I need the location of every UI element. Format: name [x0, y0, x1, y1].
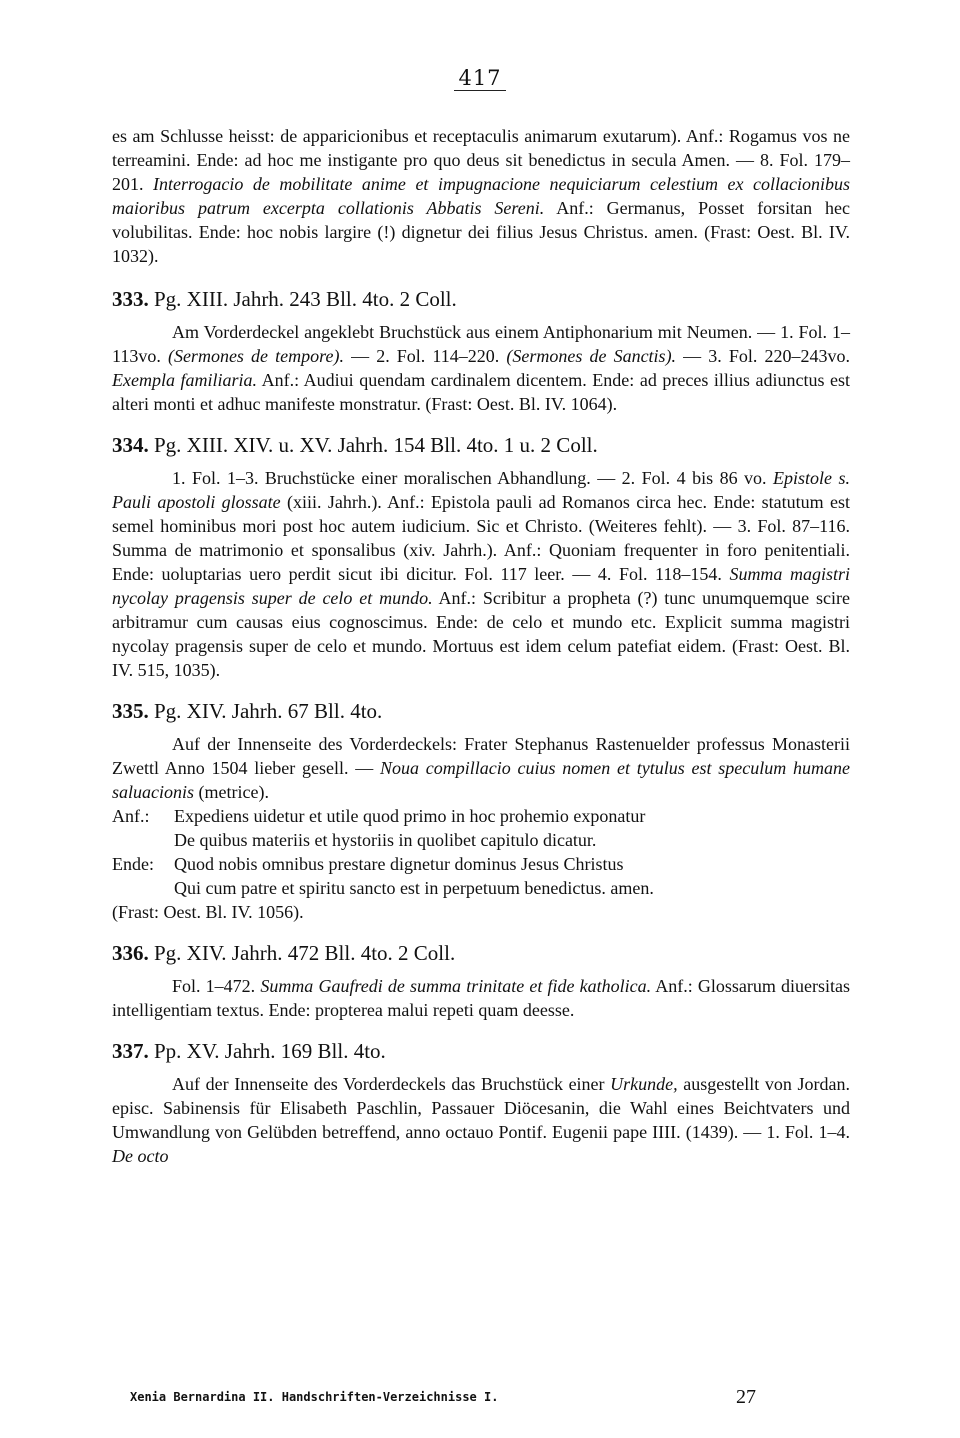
entry-335-heading	[112, 698, 850, 724]
italic-run: De octo	[112, 1146, 169, 1166]
entry-description: Pg. XIII. Jahrh. 243 Bll. 4to. 2 Coll.	[148, 287, 457, 311]
entry-334-heading	[112, 432, 850, 458]
page-body	[112, 124, 850, 1184]
italic-run: Exempla familiaria.	[112, 370, 258, 390]
entry-description: Pg. XIII. XIV. u. XV. Jahrh. 154 Bll. 4to. 1 u. 2 Coll.	[148, 433, 598, 457]
entry-333-text	[112, 320, 850, 416]
entry-description: Pp. XV. Jahrh. 169 Bll. 4to.	[148, 1039, 386, 1063]
text-run: ausgestellt von Jordan. episc. Sabinensis für Elisabeth Paschlin, Passauer Diöcesanin, die Wahl eines Beichtvaters und Umwandlung von Gelübden betreffend, anno octauo Pontif. Eugenii pape IIII. (1439). — 1. Fol. 1–4.	[112, 1074, 850, 1142]
footer-signature: 27	[736, 1386, 756, 1408]
intro-italic-title: Interrogacio de mobilitate anime et impugnacione nequiciarum celestium ex collacionibus maioribus patrum excerpta collationis Abbatis Sereni.	[112, 174, 850, 218]
anf-verse-line-2	[112, 828, 850, 852]
italic-run: Summa magistri nycolay pragensis super de celo et mundo.	[112, 564, 851, 608]
entry-336	[112, 940, 850, 1022]
entry-335	[112, 698, 850, 924]
italic-run: Epistole s. Pauli apostoli glossate	[112, 468, 850, 512]
entry-334	[112, 432, 850, 682]
entry-337-text	[112, 1072, 850, 1168]
text-run: — 3. Fol. 220–243vo.	[676, 346, 851, 366]
text-run: Anf.: Audiui quendam cardinalem dicentem. Ende: ad preces illius adiunctus est alteri monti et adhuc manifeste monstratur. (Frast: Oest. Bl. IV. 1064).	[112, 370, 851, 414]
text-run: (xiii. Jahrh.). Anf.: Epistola pauli ad Romanos circa hec. Ende: statutum est semel hominibus mori post hoc autem iudicium. Sic et Christo. (Weiteres fehlt). — 3. Fol. 87–116. Summa de matrimonio et sponsalibus (xiv. Jahrh.). Anf.: Quoniam frequenter in foro penitentiali. Ende: uoluptarias uero perdit sicut ibi dicitur. Fol. 117 leer. — 4. Fol. 118–154.	[112, 492, 850, 584]
entry-description: Pg. XIV. Jahrh. 67 Bll. 4to.	[148, 699, 383, 723]
text-run: Auf der Innenseite des Vorderdeckels das Bruchstück einer	[172, 1074, 611, 1094]
entry-number: 334.	[112, 433, 149, 457]
footer-series-title: Xenia Bernardina II. Handschriften-Verzeichnisse I.	[130, 1390, 499, 1404]
entry-description: Pg. XIV. Jahrh. 472 Bll. 4to. 2 Coll.	[148, 941, 456, 965]
entry-number: 336.	[112, 941, 149, 965]
ende-verse-line-1	[112, 852, 850, 876]
frast-reference	[112, 900, 850, 924]
verse-text: Qui cum patre et spiritu sancto est in perpetuum benedictus. amen.	[174, 878, 654, 898]
verse-text: Expediens uidetur et utile quod primo in hoc prohemio exponatur	[174, 806, 646, 826]
entry-337-heading	[112, 1038, 850, 1064]
entry-number: 337.	[112, 1039, 149, 1063]
text-run: — 2. Fol. 114–220.	[343, 346, 507, 366]
intro-text: es am Schlusse heisst: de apparicionibus et receptaculis animarum exutarum). Anf.: Rogamus vos ne terreamini. Ende: ad hoc me instigante pro quo deus sit benedictus in secula Amen. — 8. Fol. 179–201.	[112, 126, 850, 194]
entry-number: 333.	[112, 287, 149, 311]
entry-number: 335.	[112, 699, 149, 723]
anf-verse-line-1	[112, 804, 850, 828]
entry-336-heading	[112, 940, 850, 966]
text-run: Anf.: Scribitur a propheta (?) tunc unumquemque scire arbitramur cum causas eius cognoscimus. Ende: de celo et mundo etc. Explicit summa magistri nycolay pragensis super de celo et mundo. Mortuus est idem celum patefiat eidem. (Frast: Oest. Bl. IV. 515, 1035).	[112, 588, 850, 680]
ende-label: Ende:	[112, 854, 154, 874]
text-run: Fol. 1–472.	[172, 976, 261, 996]
italic-run: (Sermones de tempore).	[167, 346, 344, 366]
italic-run: Noua compillacio cuius nomen et tytulus est speculum humane saluacionis	[112, 758, 850, 802]
italic-run: Summa Gaufredi de summa trinitate et fide katholica.	[260, 976, 652, 996]
entry-335-text	[112, 732, 850, 804]
intro-text-end: Anf.: Germanus, Posset forsitan hec volubilitas. Ende: hoc nobis largire (!) dignetur dei filius Jesus Christus. amen. (Frast: Oest. Bl. IV. 1032).	[112, 198, 850, 266]
anf-label: Anf.:	[112, 806, 150, 826]
entry-337	[112, 1038, 850, 1168]
ende-verse-line-2	[112, 876, 850, 900]
verse-text: Quod nobis omnibus prestare dignetur dominus Jesus Christus	[174, 854, 624, 874]
intro-paragraph	[112, 124, 850, 268]
entry-333-heading	[112, 286, 850, 312]
entry-334-text	[112, 466, 850, 682]
frast-text: (Frast: Oest. Bl. IV. 1056).	[112, 902, 304, 922]
text-run: Auf der Innenseite des Vorderdeckels: Frater Stephanus Rastenuelder professus Monasterii Zwettl Anno 1504 lieber gesell. —	[112, 734, 850, 778]
text-run: 1. Fol. 1–3. Bruchstücke einer moralischen Abhandlung. — 2. Fol. 4 bis 86 vo.	[172, 468, 774, 488]
text-run: Am Vorderdeckel angeklebt Bruchstück aus einem Antiphonarium mit Neumen. — 1. Fol. 1–113vo.	[112, 322, 850, 366]
text-run: Anf.: Glossarum diuersitas intelligentiam textus. Ende: propterea malui repeti quam deesse.	[112, 976, 851, 1020]
italic-run: Urkunde,	[610, 1074, 678, 1094]
entry-333	[112, 286, 850, 416]
entry-336-text	[112, 974, 850, 1022]
text-run: (metrice).	[194, 782, 269, 802]
italic-run: (Sermones de Sanctis).	[506, 346, 677, 366]
page-number	[0, 66, 960, 90]
page-number-text: 417	[454, 66, 505, 91]
verse-text: De quibus materiis et hystoriis in quolibet capitulo dicatur.	[174, 830, 597, 850]
